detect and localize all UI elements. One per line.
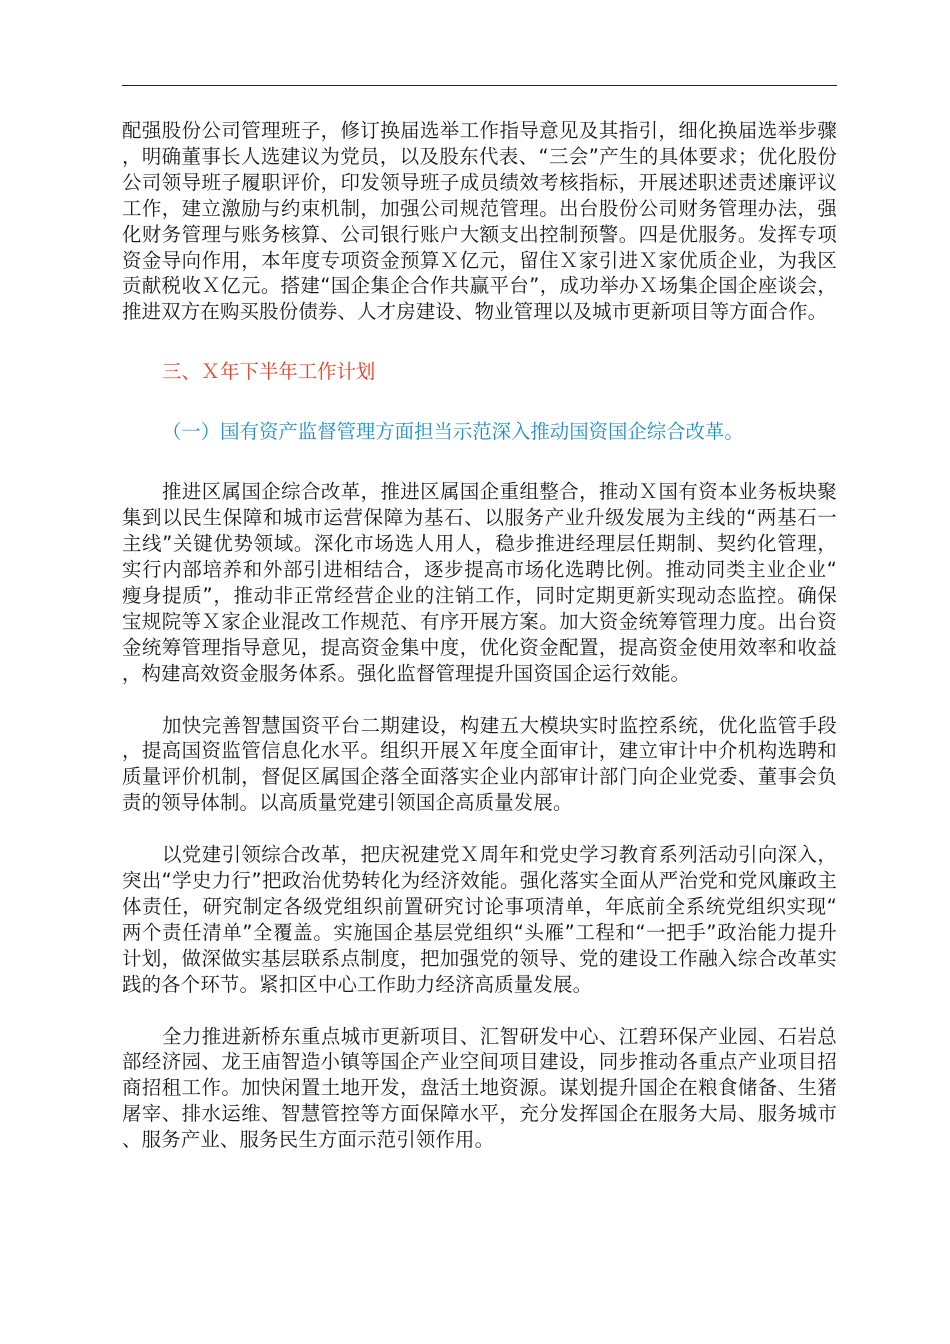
sub-heading: （一）国有资产监督管理方面担当示范深入推动国资国企综合改革。 [162, 420, 744, 444]
header-divider [122, 85, 837, 86]
paragraph-smart-platform: 加快完善智慧国资平台二期建设，构建五大模块实时监控系统，优化监管手段，提高国资监管信息化水平。组织开展Ｘ年度全面审计，建立审计中介机构选聘和质量评价机制，督促区属国企落全面落实企业内部审计部门向企业党委、董事会负责的领导体制。以高质量党建引领国企高质量发展。 [122, 713, 837, 815]
section-heading: 三、Ｘ年下半年工作计划 [162, 360, 376, 384]
paragraph-reform: 推进区属国企综合改革，推进区属国企重组整合，推动Ｘ国有资本业务板块聚集到以民生保障和城市运营保障为基石、以服务产业升级发展为主线的“两基石一主线”关键优势领域。深化市场选人用人，稳步推进经理层任期制、契约化管理，实行内部培养和外部引进相结合，逐步提高市场化选聘比例。推动同类主业企业“瘦身提质”，推动非正常经营企业的注销工作，同时定期更新实现动态监控。确保宝规院等Ｘ家企业混改工作规范、有序开展方案。加大资金统筹管理力度。出台资金统筹管理指导意见，提高资金集中度，优化资金配置，提高资金使用效率和收益，构建高效资金服务体系。强化监督管理提升国资国企运行效能。 [122, 480, 837, 685]
paragraph-party-building: 以党建引领综合改革，把庆祝建党Ｘ周年和党史学习教育系列活动引向深入，突出“学史力行”把政治优势转化为经济效能。强化落实全面从严治党和党风廉政主体责任，研究制定各级党组织前置研究讨论事项清单，年底前全系统党组织实现“两个责任清单”全覆盖。实施国企基层党组织“头雁”工程和“一把手”政治能力提升计划，做深做实基层联系点制度，把加强党的领导、党的建设工作融入综合改革实践的各个环节。紧扣区中心工作助力经济高质量发展。 [122, 843, 837, 996]
document-body [122, 118, 837, 1153]
paragraph-continued: 配强股份公司管理班子，修订换届选举工作指导意见及其指引，细化换届选举步骤，明确董事长人选建议为党员，以及股东代表、“三会”产生的具体要求；优化股份公司领导班子履职评价，印发领导班子成员绩效考核指标，开展述职述责述廉评议工作，建立激励与约束机制，加强公司规范管理。出台股份公司财务管理办法，强化财务管理与账务核算、公司银行账户大额支出控制预警。四是优服务。发挥专项资金导向作用，本年度专项资金预算Ｘ亿元，留住Ｘ家引进Ｘ家优质企业，为我区贡献税收Ｘ亿元。搭建“国企集企合作共赢平台”，成功举办Ｘ场集企国企座谈会，推进双方在购买股份债券、人才房建设、物业管理以及城市更新项目等方面合作。 [122, 119, 837, 324]
paragraph-projects: 全力推进新桥东重点城市更新项目、汇智研发中心、江碧环保产业园、石岩总部经济园、龙王庙智造小镇等国企产业空间项目建设，同步推动各重点产业项目招商招租工作。加快闲置土地开发，盘活土地资源。谋划提升国企在粮食储备、生猪屠宰、排水运维、智慧管控等方面保障水平，充分发挥国企在服务大局、服务城市、服务产业、服务民生方面示范引领作用。 [122, 1024, 837, 1152]
